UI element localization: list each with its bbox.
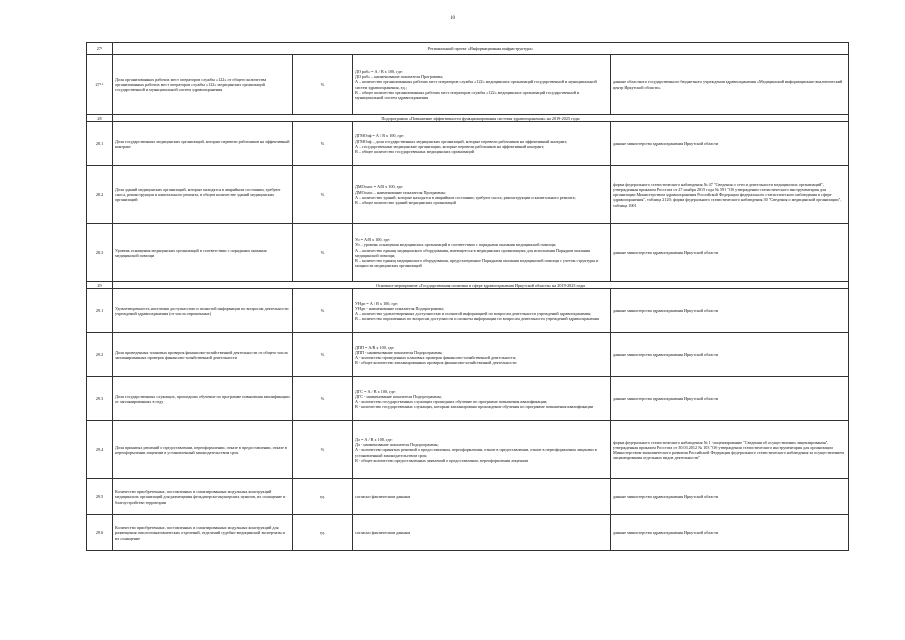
indicator-row — [87, 421, 849, 479]
indicator-unit: % — [293, 122, 353, 166]
indicator-source: данные министерства здравоохранения Иркутской области — [611, 377, 849, 421]
row-number: 28 — [87, 115, 113, 122]
indicator-row — [87, 55, 849, 115]
indicator-unit: % — [293, 224, 353, 282]
formula-line: А - количество проведенных плановых проверок финансово-хозяйственной деятельности; — [355, 354, 517, 360]
indicator-row — [87, 479, 849, 515]
indicator-row — [87, 166, 849, 224]
indicator-name: Доля проведенных плановых проверок финансово-хозяйственной деятельности от общего числа запланированных проверок финансово-хозяйственной деятельности — [113, 333, 293, 377]
indicator-row — [87, 224, 849, 282]
section-title: Основное мероприятие «Государственная политика в сфере здравоохранения Иркутской области» на 2019-2025 годы — [113, 282, 849, 289]
indicator-formula — [353, 55, 611, 115]
formula-line: Дл - наименование показателя Подпрограммы; — [355, 442, 439, 448]
indicator-formula — [353, 421, 611, 479]
row-number: 29.1 — [87, 289, 113, 333]
row-number: 28.2 — [87, 166, 113, 224]
indicator-row — [87, 289, 849, 333]
section-row — [87, 282, 849, 289]
indicator-name: Уровень оснащения медицинских организаций в соответствии с порядками оказания медицинской помощи — [113, 224, 293, 282]
section-row — [87, 43, 849, 55]
formula-line: ДГС - наименование показателя Подпрограммы; — [355, 393, 442, 399]
section-row — [87, 115, 849, 122]
indicator-row — [87, 515, 849, 551]
indicator-name: Доля государственных служащих, прошедших обучение по программе повышения квалификации от запланированных в году — [113, 377, 293, 421]
formula-line: ДГС = А / В x 100, где: — [355, 388, 396, 394]
section-title: Региональный проект «Информационная инфраструктура» — [113, 43, 849, 55]
indicator-row — [87, 377, 849, 421]
formula-line: УНдп - наименование показателя Подпрограммы; — [355, 305, 445, 311]
formula-line: А – количество организованных рабочих мест операторов службы «122» медицинских организаций государственной и муниципальной систем здравоохранения, ед.; — [355, 79, 597, 90]
row-number: 29.5 — [87, 479, 113, 515]
formula-line: УНдп = А / В x 100, где: — [355, 300, 399, 306]
formula-line: В - общее количество предоставленных заявлений о предоставлении, переоформлении лицензии — [355, 457, 529, 463]
indicator-name: Доля принятых решений о предоставлении, переоформлении, отказе в предоставлении, отказе в переоформлении лицензии в установленный законодательством срок — [113, 421, 293, 479]
formula-line: Уо = А/В x 100, где: — [355, 237, 391, 243]
indicator-source: форма федерального статистического наблюдения № 1 -лицензирование "Сведения об осуществлении лицензирования", утвержденная приказом Росстата от 30.03.2012 № 103 "Об утверждении статистического инструментария для организации Министерством экономического развития Российской Федерации федерального статистического наблюдения за осуществлением лицензирования отдельных видов деятельности" — [611, 421, 849, 479]
formula-line: ДО раб» = А / В x 100, где: — [355, 68, 403, 74]
indicator-unit: % — [293, 55, 353, 115]
indicator-unit: ед. — [293, 515, 353, 551]
indicator-source: данные министерства здравоохранения Иркутской области — [611, 122, 849, 166]
indicator-name: Удовлетворенность населения доступностью и полнотой информации по вопросам деятельности учреждений здравоохранения (от числа опрошенных) — [113, 289, 293, 333]
indicator-row — [87, 333, 849, 377]
indicator-unit: % — [293, 289, 353, 333]
indicator-formula — [353, 377, 611, 421]
row-number: 27¹·¹ — [87, 55, 113, 115]
indicator-formula — [353, 479, 611, 515]
formula-line: А - количество принятых решений о предоставлении, переоформлении, отказе в предоставлении, отказе в переоформлении лицензии в установленный законодательством срок; — [355, 447, 597, 458]
section-title: Подпрограмма «Повышение эффективности функционирования системы здравоохранения» на 2019-2025 годы — [113, 115, 849, 122]
formula-line: В – общее количество организованных рабочих мест операторов службы «122» медицинских организаций государственной и муниципальной систем здравоохранения — [355, 89, 580, 100]
row-number: 28.3 — [87, 224, 113, 282]
indicator-row — [87, 122, 849, 166]
indicator-name: Количество приобретенных, поставленных и смонтированных модульных конструкций для размещения патологоанатомических отделений, отделений судебно-медицинской экспертизы и их оснащение — [113, 515, 293, 551]
indicator-unit: ед. — [293, 479, 353, 515]
indicator-formula — [353, 166, 611, 224]
formula-line: Дл = А / В x 100, где: — [355, 436, 393, 442]
formula-line: В – количество единиц медицинского оборудования, предусмотренное Порядками оказания медицинской помощи с учетом структуры и мощности медицинских организаций — [355, 257, 599, 269]
indicator-formula — [353, 122, 611, 166]
formula-line: В – количество опрошенных по вопросам доступности и полноты информации по вопросам деятельности учреждений здравоохранения — [355, 316, 599, 322]
formula-line: В – общее количество государственных медицинских организаций — [355, 148, 474, 154]
indicator-formula — [353, 224, 611, 282]
indicator-name: Доля зданий медицинских организаций, которые находятся в аварийном состоянии, требуют сноса, реконструкции и капитального ремонта, в общем количестве зданий медицинских организаций — [113, 166, 293, 224]
formula-line: В - общее количество запланированных проверок финансово-хозяйственной деятельности — [355, 360, 517, 366]
page-number: 10 — [450, 16, 455, 21]
formula-line: ДПП - наименование показателя Подпрограммы; — [355, 349, 443, 355]
indicator-unit: % — [293, 421, 353, 479]
row-number: 28.1 — [87, 122, 113, 166]
indicator-name: Доля организованных рабочих мест операторов службы «122» от общего количества организованных рабочих мест операторов службы «122» медицинских организаций государственной и муниципальной систем здравоохранения — [113, 55, 293, 115]
formula-line: А – государственные медицинские организации, которые перевели работников на эффективный контракт; — [355, 143, 545, 149]
formula-line: согласно фактическим данным — [355, 530, 411, 536]
formula-line: Уо – уровень оснащения медицинских организаций в соответствии с порядками оказания медицинской помощи; — [355, 242, 557, 248]
formula-line: ДО раб» – наименование показателя Программы; — [355, 74, 444, 80]
formula-line: ДГМОэф = А / В x 100, где: — [355, 133, 405, 139]
row-number: 29 — [87, 282, 113, 289]
indicator-source: данные министерства здравоохранения Иркутской области — [611, 289, 849, 333]
formula-line: В - количество государственных служащих, которым запланировано прохождение обучения по программе повышения квалификации — [355, 404, 594, 410]
row-number: 27¹ — [87, 43, 113, 55]
row-number: 29.3 — [87, 377, 113, 421]
formula-line: ДМОсноc – наименование показателя Программы; — [355, 189, 446, 195]
formula-line: согласно фактическим данным — [355, 494, 411, 500]
row-number: 29.4 — [87, 421, 113, 479]
formula-line: В – общее количество зданий медицинских организаций — [355, 199, 456, 205]
indicator-table — [86, 42, 849, 551]
formula-line: ДГМОэф – доля государственных медицинских организаций, которые перевели работников на эффективный контракт; — [355, 138, 568, 144]
indicator-source: данные областного государственного бюджетного учреждения здравоохранения «Медицинский информационно-аналитический центр Иркутской области» — [611, 55, 849, 115]
formula-line: ДПП = А/В x 100, где: — [355, 344, 395, 350]
indicator-unit: % — [293, 333, 353, 377]
formula-line: А - количество государственных служащих прошедших обучение по программе повышения квалификации; — [355, 398, 548, 404]
indicator-name: Количество приобретенных, поставленных и смонтированных модульных конструкций медицинских организаций для размещения фельдшерско-акушерских пунктов, их оснащение и благоустройство территории — [113, 479, 293, 515]
indicator-name: Доля государственных медицинских организаций, которые перевели работников на эффективный контракт — [113, 122, 293, 166]
row-number: 29.6 — [87, 515, 113, 551]
indicator-source: данные министерства здравоохранения Иркутской области — [611, 333, 849, 377]
indicator-formula — [353, 515, 611, 551]
indicator-unit: % — [293, 166, 353, 224]
row-number: 29.2 — [87, 333, 113, 377]
formula-line: А – количество единиц медицинского оборудования, имеющегося в медицинских организациях для исполнения Порядков оказания медицинской помощи; — [355, 247, 590, 258]
indicator-source: данные министерства здравоохранения Иркутской области — [611, 515, 849, 551]
indicator-source: данные министерства здравоохранения Иркутской области — [611, 479, 849, 515]
formula-line: А – количество удовлетворенных доступностью и полнотой информацией по вопросам деятельности учреждений здравоохранения; — [355, 310, 592, 316]
indicator-source: форма федерального статистического наблюдения № 47 "Сведения о сети и деятельности медицинских организаций", утвержденная приказом Росстата от 27 ноября 2015 года № 591 "Об утверждении статистического инструментария для организации Министерством здравоохранения Российской Федерации федерального статистического наблюдения в сфере здравоохранения", таблица 2120; форма федерального статистического наблюдения 30 "Сведения о медицинской организации", таблица 1001 — [611, 166, 849, 224]
indicator-source: данные министерства здравоохранения Иркутской области — [611, 224, 849, 282]
formula-line: ДМОсноc = А/В x 100, где: — [355, 184, 404, 190]
indicator-unit: % — [293, 377, 353, 421]
indicator-formula — [353, 333, 611, 377]
indicator-formula — [353, 289, 611, 333]
formula-line: А – количество зданий, которые находятся в аварийном состоянии, требуют сноса, реконструкции и капитального ремонта; — [355, 194, 576, 200]
